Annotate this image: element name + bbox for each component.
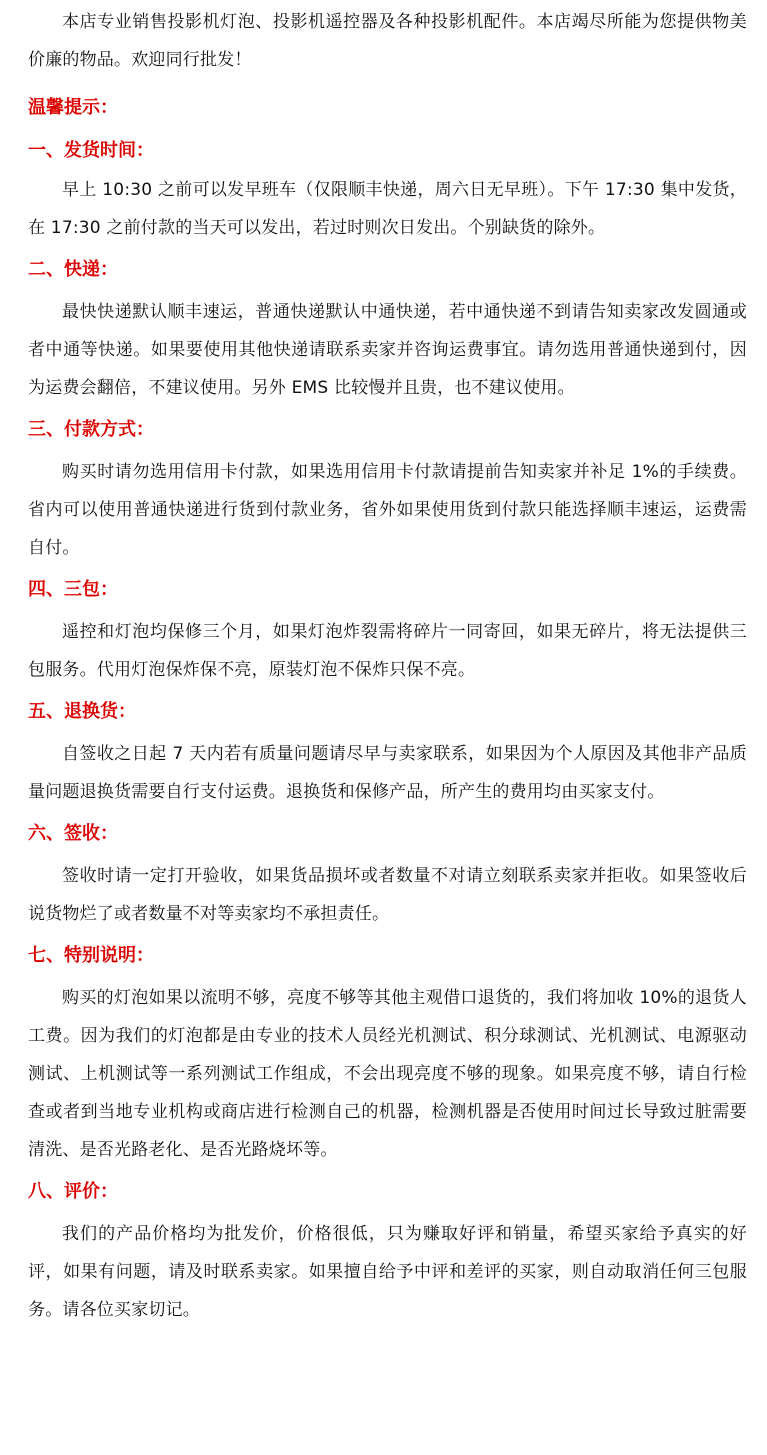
section-courier-body: 最快快递默认顺丰速运，普通快递默认中通快递，若中通快递不到请告知卖家改发圆通或者中通等快递。如果要使用其他快递请联系卖家并咨询运费事宜。请勿选用普通快递到付，因为运费会翻倍，不建议使用。另外 EMS 比较慢并且贵，也不建议使用。	[28, 302, 747, 398]
section-special-note-body: 购买的灯泡如果以流明不够，亮度不够等其他主观借口退货的，我们将加收 10%的退货人工费。因为我们的灯泡都是由专业的技术人员经光机测试、积分球测试、光机测试、电源驱动测试、上机测试等一系列测试工作组成，不会出现亮度不够的现象。如果亮度不够，请自行检查或者到当地专业机构或商店进行检测自己的机器，检测机器是否使用时间过长导致过脏需要清洗、是否光路老化、是否光路烧坏等。	[28, 988, 747, 1160]
section-returns-title: 五、退换货：	[28, 701, 136, 722]
section-warranty-title: 四、三包：	[28, 579, 118, 600]
reminder-title: 温馨提示：	[28, 97, 118, 118]
section-shipping-time-body: 早上 10:30 之前可以发早班车（仅限顺丰快递，周六日无早班）。下午 17:30 集中发货，在 17:30 之前付款的当天可以发出，若过时则次日发出。个别缺货的除外。	[28, 180, 747, 238]
section-warranty-body: 遥控和灯泡均保修三个月，如果灯泡炸裂需将碎片一同寄回，如果无碎片，将无法提供三包服务。代用灯泡保炸保不亮，原装灯泡不保炸只保不亮。	[28, 622, 747, 680]
section-special-note-title: 七、特别说明：	[28, 945, 154, 966]
section-receipt-body: 签收时请一定打开验收，如果货品损坏或者数量不对请立刻联系卖家并拒收。如果签收后说货物烂了或者数量不对等卖家均不承担责任。	[28, 866, 747, 924]
section-returns-body: 自签收之日起 7 天内若有质量问题请尽早与卖家联系，如果因为个人原因及其他非产品质量问题退换货需要自行支付运费。退换货和保修产品，所产生的费用均由买家支付。	[28, 744, 747, 802]
intro-paragraph: 本店专业销售投影机灯泡、投影机遥控器及各种投影机配件。本店竭尽所能为您提供物美价廉的物品。欢迎同行批发！	[28, 12, 747, 70]
section-review-body: 我们的产品价格均为批发价，价格很低，只为赚取好评和销量，希望买家给予真实的好评，如果有问题，请及时联系卖家。如果擅自给予中评和差评的买家，则自动取消任何三包服务。请各位买家切记。	[28, 1224, 747, 1320]
section-payment-body: 购买时请勿选用信用卡付款，如果选用信用卡付款请提前告知卖家并补足 1%的手续费。省内可以使用普通快递进行货到付款业务，省外如果使用货到付款只能选择顺丰速运，运费需自付。	[28, 462, 747, 558]
section-shipping-time-title: 一、发货时间：	[28, 140, 154, 161]
section-review-title: 八、评价：	[28, 1181, 118, 1202]
section-courier-title: 二、快递：	[28, 259, 118, 280]
section-receipt-title: 六、签收：	[28, 823, 118, 844]
section-payment-title: 三、付款方式：	[28, 419, 154, 440]
